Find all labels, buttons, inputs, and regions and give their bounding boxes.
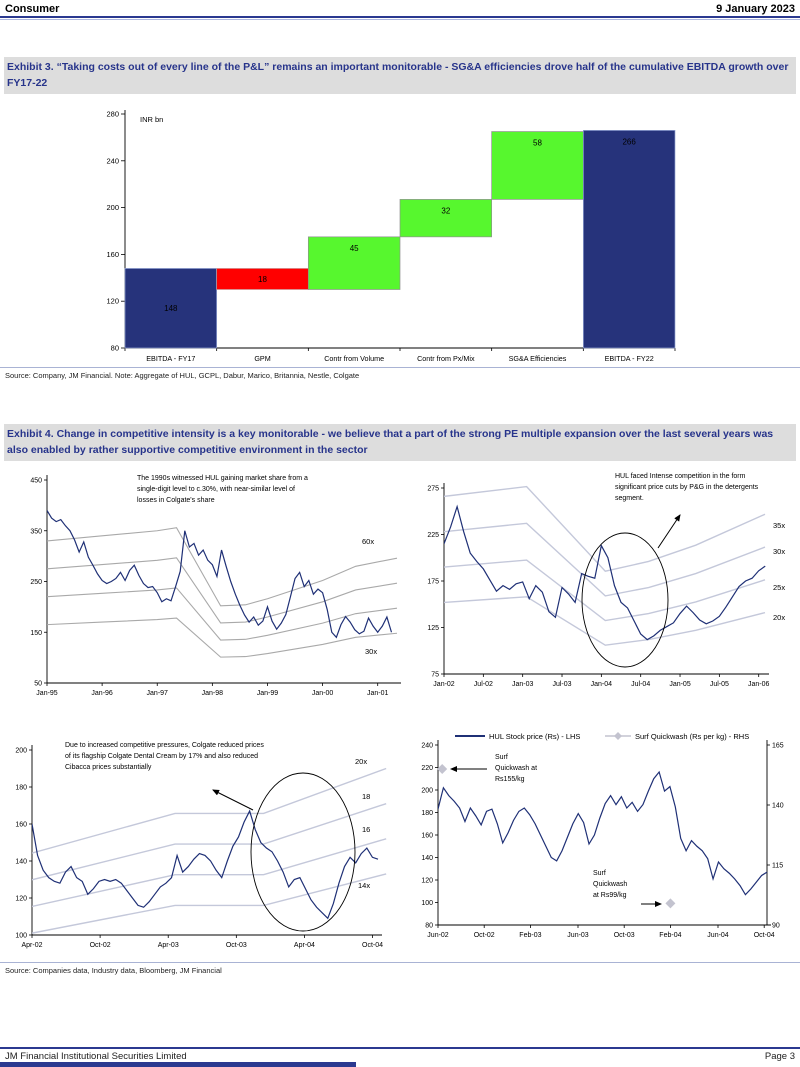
- svg-text:20x: 20x: [355, 757, 368, 766]
- svg-text:275: 275: [427, 485, 439, 493]
- svg-text:INR bn: INR bn: [140, 115, 164, 124]
- svg-text:Jan-05: Jan-05: [669, 681, 691, 688]
- svg-text:18: 18: [258, 274, 267, 284]
- svg-text:60x: 60x: [362, 537, 375, 546]
- exhibit4-chart-hul-1995-2001: [15, 468, 410, 713]
- svg-text:266: 266: [622, 137, 636, 147]
- svg-text:SurfQuickwash atRs155/kg: Surf Quickwash at Rs155/kg: [495, 754, 538, 783]
- footer-divider: [0, 1047, 800, 1049]
- svg-text:180: 180: [421, 810, 433, 817]
- svg-text:140: 140: [15, 858, 27, 866]
- exhibit3-source: Source: Company, JM Financial. Note: Aggregate of HUL, GCPL, Dabur, Marico, Britannia, Nestle, Colgate: [5, 371, 360, 380]
- svg-text:100: 100: [15, 932, 27, 940]
- svg-text:160: 160: [421, 832, 433, 840]
- svg-text:Apr-02: Apr-02: [21, 942, 43, 949]
- svg-text:Jun-02: Jun-02: [427, 932, 449, 939]
- svg-text:50: 50: [34, 680, 42, 688]
- svg-text:Jan-95: Jan-95: [36, 690, 58, 697]
- svg-text:Jan-06: Jan-06: [748, 681, 770, 688]
- svg-text:Due to increased competitive p: Due to increased competitive pressures, Colgate reduced prices of its flagship Colgate Dental Cream by 17% and also reduced Cibacca prices substantially: [65, 742, 264, 771]
- svg-text:Jan-96: Jan-96: [91, 690, 113, 697]
- svg-text:Jul-04: Jul-04: [631, 681, 651, 688]
- svg-text:Oct-04: Oct-04: [362, 942, 384, 949]
- svg-text:Jun-03: Jun-03: [567, 932, 589, 939]
- svg-text:150: 150: [30, 629, 42, 637]
- svg-text:200: 200: [106, 203, 119, 213]
- exhibit3-waterfall-chart: [60, 104, 740, 374]
- svg-text:EBITDA - FY17: EBITDA - FY17: [146, 354, 196, 363]
- svg-text:Oct-02: Oct-02: [89, 942, 111, 949]
- footer-company: JM Financial Institutional Securities Limited: [5, 1051, 187, 1062]
- svg-text:280: 280: [106, 109, 119, 119]
- svg-text:Surf Quickwash (Rs per kg) - R: Surf Quickwash (Rs per kg) - RHS: [635, 732, 750, 741]
- svg-text:35x: 35x: [773, 521, 786, 530]
- exhibit4-chart-hul-2002-2006: [415, 468, 800, 713]
- svg-text:Oct-04: Oct-04: [753, 932, 775, 939]
- svg-text:Jan-01: Jan-01: [367, 690, 389, 697]
- svg-text:Jun-04: Jun-04: [707, 932, 729, 939]
- svg-text:Apr-04: Apr-04: [293, 942, 315, 949]
- hul-pe-2002-2006-highlight-ellipse: [582, 533, 668, 667]
- exhibit4-divider: [0, 962, 800, 963]
- svg-text:180: 180: [15, 784, 27, 792]
- colgate-pe-2002-2004-canvas: [10, 723, 410, 965]
- svg-text:165: 165: [772, 742, 784, 750]
- colgate-pe-2002-2004-price-line: [32, 811, 378, 918]
- exhibit4-chart-colgate-2002-2004: [10, 723, 410, 965]
- svg-text:Jan-99: Jan-99: [256, 690, 279, 697]
- svg-text:30x: 30x: [365, 647, 378, 656]
- svg-text:Contr from Px/Mix: Contr from Px/Mix: [417, 354, 475, 363]
- svg-text:14x: 14x: [358, 881, 371, 890]
- svg-text:225: 225: [427, 532, 439, 539]
- svg-text:240: 240: [106, 156, 119, 166]
- svg-text:The 1990s witnessed HUL gainin: The 1990s witnessed HUL gaining market share from a single-digit level to c.30%, with near-similar level of losses in Colgate's share: [137, 475, 308, 504]
- ebitda-waterfall-bar-5: [583, 130, 675, 348]
- exhibit4-chart-hul-vs-surf: [415, 723, 800, 965]
- svg-text:450: 450: [30, 477, 42, 485]
- svg-text:140: 140: [421, 855, 433, 862]
- svg-text:200: 200: [421, 787, 433, 795]
- svg-text:Feb-03: Feb-03: [519, 932, 542, 939]
- svg-text:120: 120: [15, 895, 27, 903]
- svg-text:30x: 30x: [773, 547, 786, 556]
- hul-vs-surf-price-diamond-marker: [665, 898, 675, 908]
- svg-text:Jul-02: Jul-02: [473, 681, 493, 688]
- svg-text:18: 18: [362, 792, 371, 801]
- report-date: 9 January 2023: [716, 3, 795, 15]
- hul-pe-2002-2006-canvas: [415, 468, 800, 713]
- svg-text:Jan-04: Jan-04: [590, 681, 613, 688]
- svg-text:Contr from Volume: Contr from Volume: [324, 354, 385, 363]
- svg-text:90: 90: [772, 922, 780, 930]
- svg-text:GPM: GPM: [254, 354, 271, 363]
- svg-text:HUL Stock price (Rs) - LHS: HUL Stock price (Rs) - LHS: [489, 732, 581, 741]
- header-divider: [0, 16, 800, 18]
- svg-text:45: 45: [349, 243, 359, 253]
- svg-text:Oct-03: Oct-03: [613, 932, 635, 939]
- svg-text:200: 200: [15, 747, 27, 755]
- svg-text:80: 80: [110, 343, 119, 353]
- svg-text:Feb-04: Feb-04: [659, 932, 682, 939]
- svg-text:32: 32: [441, 206, 451, 216]
- svg-text:148: 148: [164, 304, 178, 314]
- svg-text:Jul-05: Jul-05: [709, 681, 729, 688]
- svg-text:Jul-03: Jul-03: [552, 681, 572, 688]
- svg-text:Jan-03: Jan-03: [511, 681, 534, 688]
- svg-text:120: 120: [106, 296, 119, 306]
- hul-vs-surf-price-diamond-marker: [437, 764, 447, 774]
- svg-text:120: 120: [421, 877, 433, 885]
- report-section-title: Consumer: [5, 3, 60, 15]
- exhibit3-divider: [0, 367, 800, 368]
- exhibit4-title: Exhibit 4. Change in competitive intensity is a key monitorable - we believe that a part of the strong PE multiple expansion over the last several years was also enabled by rather supportive competitive environment in the sector: [4, 424, 796, 461]
- svg-text:100: 100: [421, 900, 433, 907]
- svg-text:140: 140: [772, 802, 784, 810]
- svg-text:Oct-02: Oct-02: [473, 932, 495, 939]
- svg-text:75: 75: [431, 671, 439, 679]
- colgate-pe-2002-2004-pe-bands: [32, 768, 386, 933]
- footer-brand-bar: [0, 1062, 356, 1067]
- exhibit4-source: Source: Companies data, Industry data, Bloomberg, JM Financial: [5, 966, 222, 975]
- svg-text:HUL faced Intense competition: HUL faced Intense competition in the form significant price cuts by P&G in the detergents segment.: [615, 473, 759, 502]
- svg-text:Apr-03: Apr-03: [157, 942, 179, 949]
- svg-text:115: 115: [772, 862, 784, 870]
- svg-text:Oct-03: Oct-03: [225, 942, 247, 949]
- ebitda-waterfall-bar-3: [400, 199, 492, 236]
- ebitda-waterfall-canvas: [60, 104, 740, 374]
- svg-text:EBITDA - FY22: EBITDA - FY22: [604, 354, 654, 363]
- hul-pe-1995-2001-pe-bands: [47, 528, 397, 657]
- hul-pe-1995-2001-canvas: [15, 468, 410, 713]
- svg-text:SG&A Efficiencies: SG&A Efficiencies: [508, 354, 567, 363]
- svg-text:175: 175: [427, 578, 439, 586]
- hul-pe-2002-2006-pe-bands: [444, 487, 765, 646]
- hul-pe-2002-2006-annotation-arrow: [658, 515, 680, 548]
- svg-text:20x: 20x: [773, 613, 786, 622]
- svg-text:Jan-00: Jan-00: [311, 690, 334, 697]
- header-divider-light: [0, 19, 800, 20]
- svg-text:Jan-98: Jan-98: [201, 690, 224, 697]
- svg-text:Jan-02: Jan-02: [433, 681, 455, 688]
- svg-text:Jan-97: Jan-97: [146, 690, 168, 697]
- svg-text:160: 160: [106, 249, 119, 259]
- svg-text:250: 250: [30, 579, 42, 586]
- svg-text:160: 160: [15, 821, 27, 829]
- svg-text:80: 80: [425, 922, 433, 930]
- footer-page-number: Page 3: [764, 1051, 795, 1062]
- exhibit3-title: Exhibit 3. “Taking costs out of every line of the P&L” remains an important monitorable - SG&A efficiencies drove half of the cumulative EBITDA growth over FY17-22: [4, 57, 796, 94]
- svg-text:58: 58: [533, 138, 542, 148]
- svg-text:16: 16: [362, 825, 371, 834]
- hul-vs-surf-price-canvas: [415, 723, 800, 965]
- svg-text:125: 125: [427, 625, 439, 632]
- svg-text:SurfQuickwashat Rs99/kg: Surf Quickwash at Rs99/kg: [593, 870, 628, 899]
- colgate-pe-2002-2004-annotation-arrow: [213, 790, 253, 810]
- svg-text:25x: 25x: [773, 583, 786, 592]
- svg-text:220: 220: [421, 765, 433, 772]
- svg-text:240: 240: [421, 742, 433, 750]
- svg-text:350: 350: [30, 528, 42, 536]
